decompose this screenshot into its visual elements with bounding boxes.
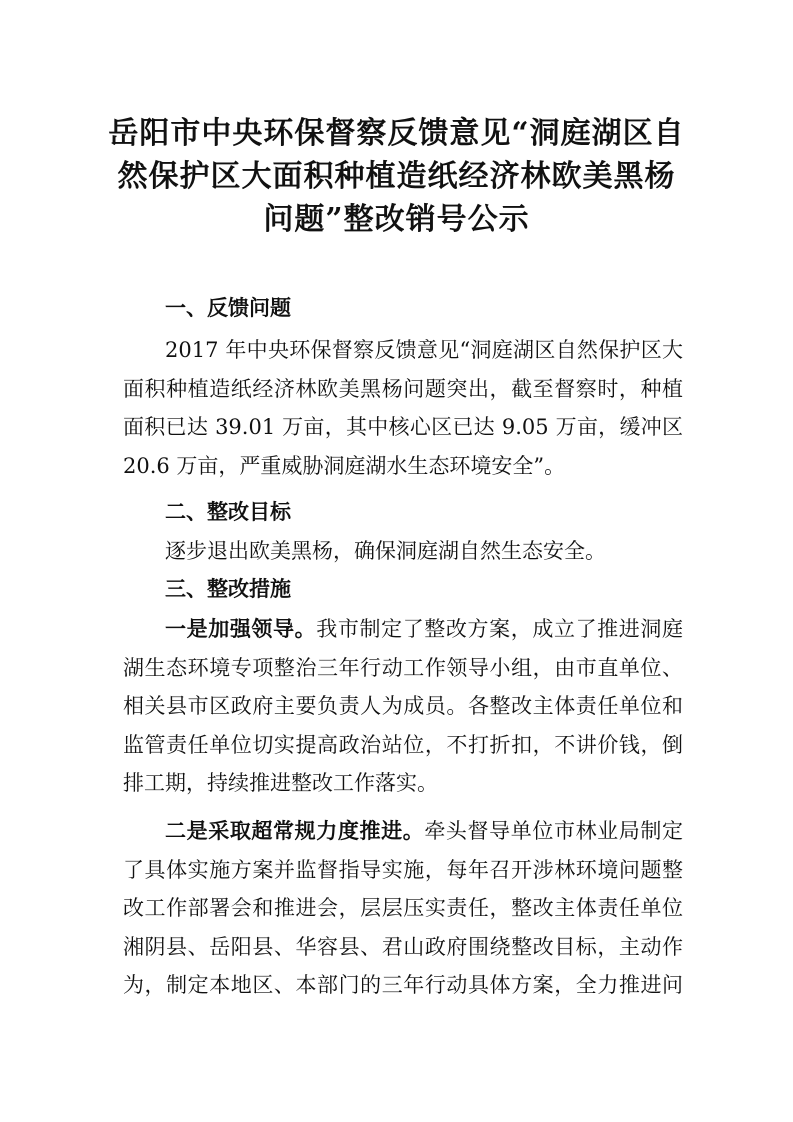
paragraph-measure-1 [123,610,683,803]
text-line [123,610,683,649]
title-line: 然保护区大面积种植造纸经济林欧美黑杨 [117,159,676,194]
text-line: 2017 年中央环保督察反馈意见“洞庭湖区自然保护区大 [165,338,683,362]
paragraph-lead: 二是采取超常规力度推进。 [165,818,425,843]
text-segment: 牵头督导单位市林业局制定 [424,819,684,843]
text-line: 改工作部署会和推进会，层层压实责任，整改主体责任单位 [123,896,683,920]
text-segment: 我市制定了整改方案，成立了推进洞庭 [316,617,684,641]
text-line: 逐步退出欧美黑杨，确保洞庭湖自然生态安全。 [165,539,606,563]
paragraph-goal [123,532,683,571]
text-line: 相关县市区政府主要负责人为成员。各整改主体责任单位和 [123,694,683,718]
text-line: 了具体实施方案并监督指导实施，每年召开涉林环境问题整 [123,857,683,882]
paragraph-lead: 一是加强领导。 [165,616,317,641]
text-line: 面积已达 39.01 万亩，其中核心区已达 9.05 万亩，缓冲区 [123,415,683,439]
title-line: 问题”整改销号公示 [263,202,530,237]
text-line: 湖生态环境专项整治三年行动工作领导小组，由市直单位、 [123,655,683,680]
title-line: 岳阳市中央环保督察反馈意见“洞庭湖区自 [108,116,685,151]
section-heading-goal: 二、整改目标 [165,500,291,524]
document-title [100,112,693,241]
text-line: 监管责任单位切实提高政治站位，不打折扣，不讲价钱，倒 [123,732,683,757]
text-line: 20.6 万亩，严重威胁洞庭湖水生态环境安全”。 [123,453,566,478]
text-line: 面积种植造纸经济林欧美黑杨问题突出，截至督察时，种植 [123,376,683,401]
text-line: 湘阴县、岳阳县、华容县、君山政府围绕整改目标，主动作 [123,934,683,959]
text-line: 排工期，持续推进整改工作落实。 [123,771,438,795]
text-line: 为，制定本地区、本部门的三年行动具体方案，全力推进问 [123,973,683,997]
section-heading-measures: 三、整改措施 [165,577,291,601]
text-line [123,812,683,851]
paragraph-feedback [123,331,683,485]
section-heading-feedback: 一、反馈问题 [165,296,291,320]
paragraph-measure-2 [123,812,683,1005]
